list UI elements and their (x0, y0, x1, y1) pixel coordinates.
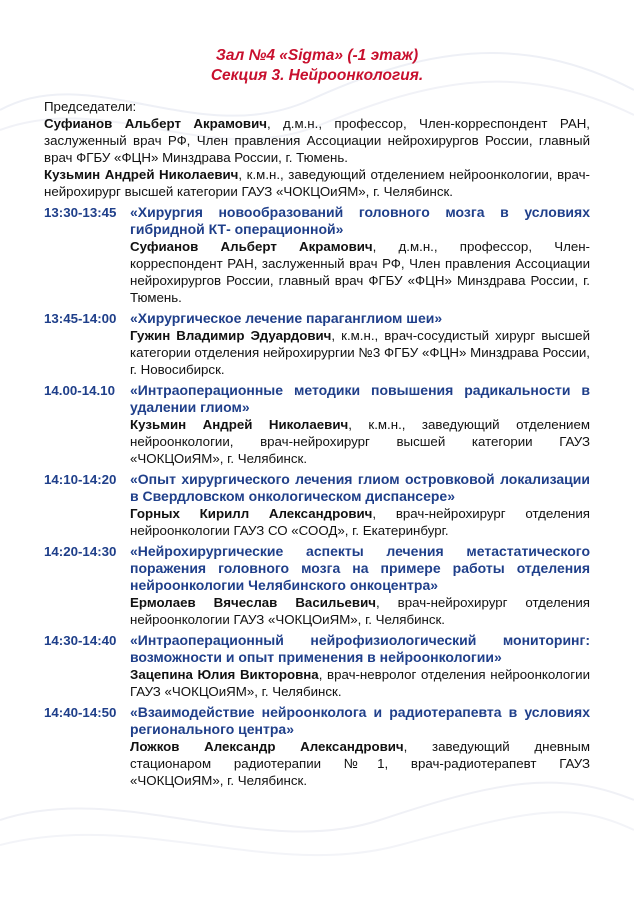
talk-item (44, 382, 590, 467)
talk-time: 14.00-14.10 (44, 383, 115, 398)
speaker-name: Зацепина Юлия Викторовна (130, 667, 319, 682)
chair-name: Суфианов Альберт Акрамович (44, 116, 267, 131)
talk-item (44, 204, 590, 306)
talk-speaker (130, 738, 590, 789)
speaker-name: Ложков Александр Александрович (130, 739, 404, 754)
chairs-label: Председатели: (44, 99, 137, 114)
talk-time: 14:30-14:40 (44, 633, 117, 648)
chair-details: , к.м.н., заведующий отделением нейроонкологии, врач-нейрохирург высшей категории ГАУЗ «ЧОКЦОиЯМ», г. Челябинск. (44, 167, 590, 199)
talk-title: «Взаимодействие нейроонколога и радиотерапевта в условиях регионального центра» (130, 704, 590, 737)
talk-time: 14:10-14:20 (44, 472, 117, 487)
talk-speaker (130, 594, 590, 628)
speaker-details: , врач-нейрохирург отделения нейроонкологии ГАУЗ «ЧОКЦОиЯМ», г. Челябинск. (130, 595, 590, 627)
speaker-name: Кузьмин Андрей Николаевич (130, 417, 349, 432)
chair-item (44, 115, 590, 166)
talk-item (44, 543, 590, 628)
speaker-name: Горных Кирилл Александрович (130, 506, 373, 521)
talk-item (44, 704, 590, 789)
talk-item (44, 632, 590, 700)
talk-title: «Нейрохирургические аспекты лечения метастатического поражения головного мозга на примере работы отделения нейроонкологии Челябинского онкоцентра» (130, 543, 590, 593)
speaker-name: Ермолаев Вячеслав Васильевич (130, 595, 376, 610)
talk-time: 14:20-14:30 (44, 544, 117, 559)
chair-item (44, 166, 590, 200)
program-page (44, 46, 590, 789)
chair-details: , д.м.н., профессор, Член-корреспондент РАН, заслуженный врач РФ, Член правления Ассоциации нейрохирургов России, главный врач ФГБУ «ФЦН» Минздрава России, г. Тюмень. (44, 116, 590, 165)
talk-time: 14:40-14:50 (44, 705, 117, 720)
speaker-name: Гужин Владимир Эдуардович (130, 328, 332, 343)
talk-title: «Интраоперационные методики повышения радикальности в удалении глиом» (130, 382, 590, 415)
speaker-details: , заведующий дневным стационаром радиотерапии №1, врач-радиотерапевт ГАУЗ «ЧОКЦОиЯМ», г. Челябинск. (130, 739, 590, 788)
talk-speaker (130, 238, 590, 306)
speaker-details: , к.м.н., заведующий отделением нейроонкологии, врач-нейрохирург высшей категории ГАУЗ «ЧОКЦОиЯМ», г. Челябинск. (130, 417, 590, 466)
chair-name: Кузьмин Андрей Николаевич (44, 167, 239, 182)
talk-speaker (130, 505, 590, 539)
talk-speaker (130, 416, 590, 467)
talk-time: 13:30-13:45 (44, 205, 117, 220)
speaker-name: Суфианов Альберт Акрамович (130, 239, 373, 254)
speaker-details: , врач-невролог отделения нейроонкологии ГАУЗ «ЧОКЦОиЯМ», г. Челябинск. (130, 667, 590, 699)
talk-title: «Хирургия новообразований головного мозга в условиях гибридной КТ- операционной» (130, 204, 590, 237)
section-title: Секция 3. Нейроонкология. (210, 67, 424, 84)
talk-speaker (130, 666, 590, 700)
talk-item (44, 310, 590, 378)
talk-speaker (130, 327, 590, 378)
speaker-details: , к.м.н., врач-сосудистый хирург высшей категории отделения нейрохирургии №3 ФГБУ «ФЦН» Минздрава России, г. Новосибирск. (130, 328, 590, 377)
hall-title: Зал №4 «Sigma» (-1 этаж) (215, 47, 419, 64)
talk-title: «Опыт хирургического лечения глиом островковой локализации в Свердловском онкологическом диспансере» (130, 471, 590, 504)
speaker-details: , д.м.н., профессор, Член-корреспондент РАН, заслуженный врач РФ, Член правления Ассоциации нейрохирургов России, главный врач ФГБУ «ФЦН» Минздрава России, г. Тюмень. (130, 239, 590, 305)
talk-time: 13:45-14:00 (44, 311, 117, 326)
talk-item (44, 471, 590, 539)
talk-title: «Хирургическое лечение параганглиом шеи» (130, 310, 443, 326)
talk-title: «Интраоперационный нейрофизиологический мониторинг: возможности и опыт применения в нейроонкологии» (130, 632, 590, 665)
speaker-details: , врач-нейрохирург отделения нейроонкологии ГАУЗ СО «СООД», г. Екатеринбург. (130, 506, 590, 538)
